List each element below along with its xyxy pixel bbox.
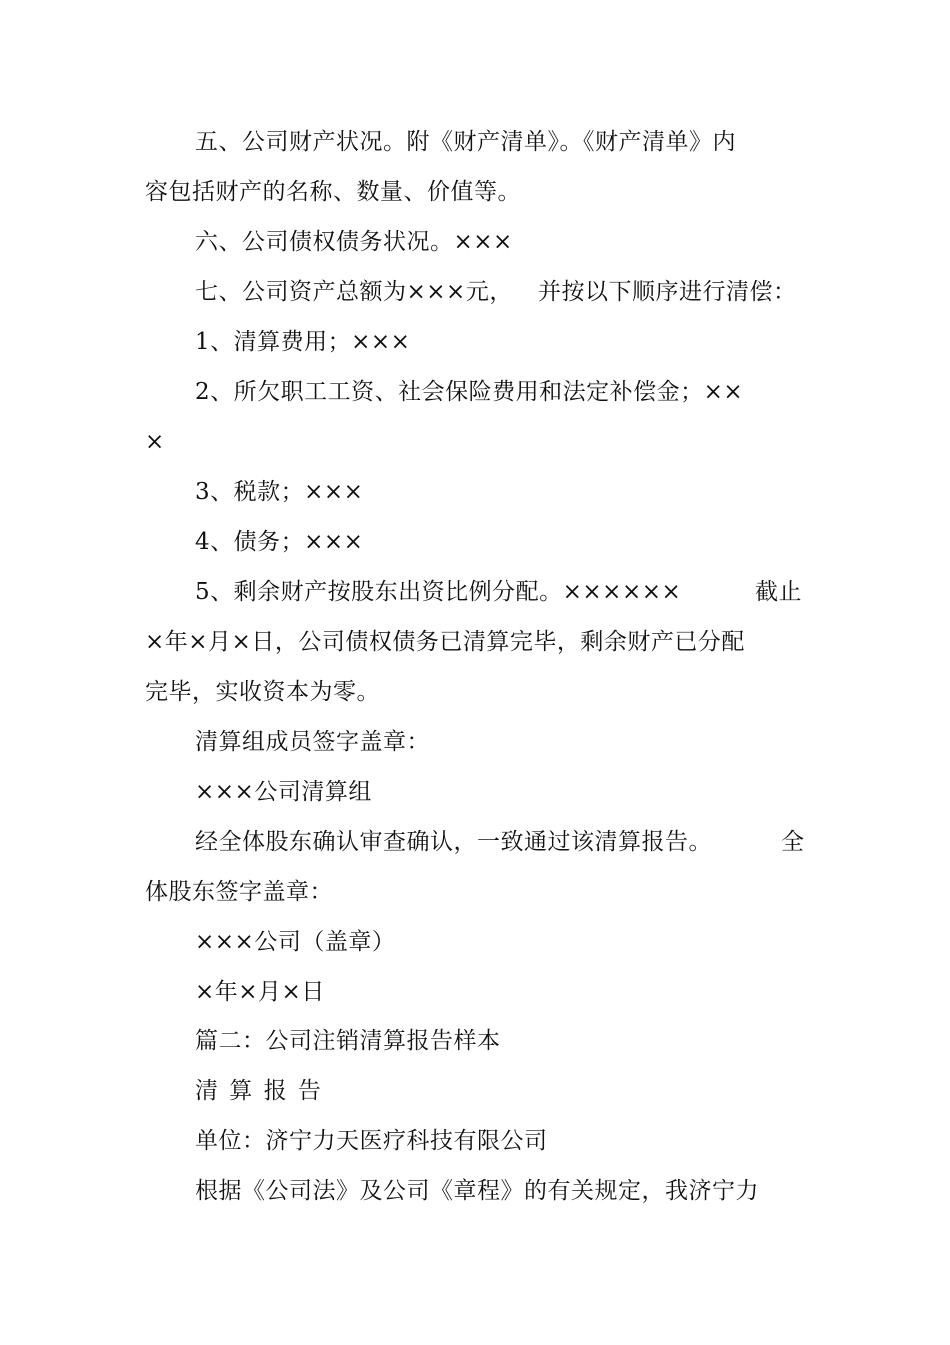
list-item: 2、所欠职工工资、社会保险费用和法定补偿金；××: [195, 379, 744, 405]
text-line: 六、公司债权债务状况。×××: [195, 229, 513, 255]
list-item: 4、债务；×××: [195, 529, 364, 555]
text-line: 七、公司资产总额为×××元，: [195, 279, 513, 305]
text-line: ×年×月×日，公司债权债务已清算完毕，剩余财产已分配: [145, 629, 745, 655]
text-line: ×: [145, 429, 165, 455]
text-line: 全: [781, 829, 805, 855]
text-line: 并按以下顺序进行清偿：: [538, 279, 797, 305]
list-item: 1、清算费用；×××: [195, 329, 411, 355]
text-line: ×××公司清算组: [195, 779, 372, 805]
text-line: 根据《公司法》及公司《章程》的有关规定，我济宁力: [195, 1178, 759, 1204]
text-line: 五、公司财产状况。附《财产清单》。《财产清单》内: [195, 129, 736, 155]
text-line: 体股东签字盖章：: [145, 879, 333, 905]
text-line: ×年×月×日: [195, 979, 325, 1005]
text-line: 容包括财产的名称、数量、价值等。: [145, 179, 521, 205]
report-title: 清 算 报 告: [195, 1078, 323, 1104]
list-item: 5、剩余财产按股东出资比例分配。××××××: [195, 579, 682, 605]
list-item: 3、税款；×××: [195, 479, 364, 505]
text-line: 截止: [755, 579, 802, 605]
text-line: 清算组成员签字盖章：: [195, 729, 430, 755]
section-heading: 篇二：公司注销清算报告样本: [195, 1028, 501, 1054]
text-line: 经全体股东确认审查确认，一致通过该清算报告。: [195, 829, 712, 855]
text-line: 完毕，实收资本为零。: [145, 679, 380, 705]
text-line: 单位：济宁力天医疗科技有限公司: [195, 1128, 548, 1154]
text-line: ×××公司（盖章）: [195, 929, 396, 955]
